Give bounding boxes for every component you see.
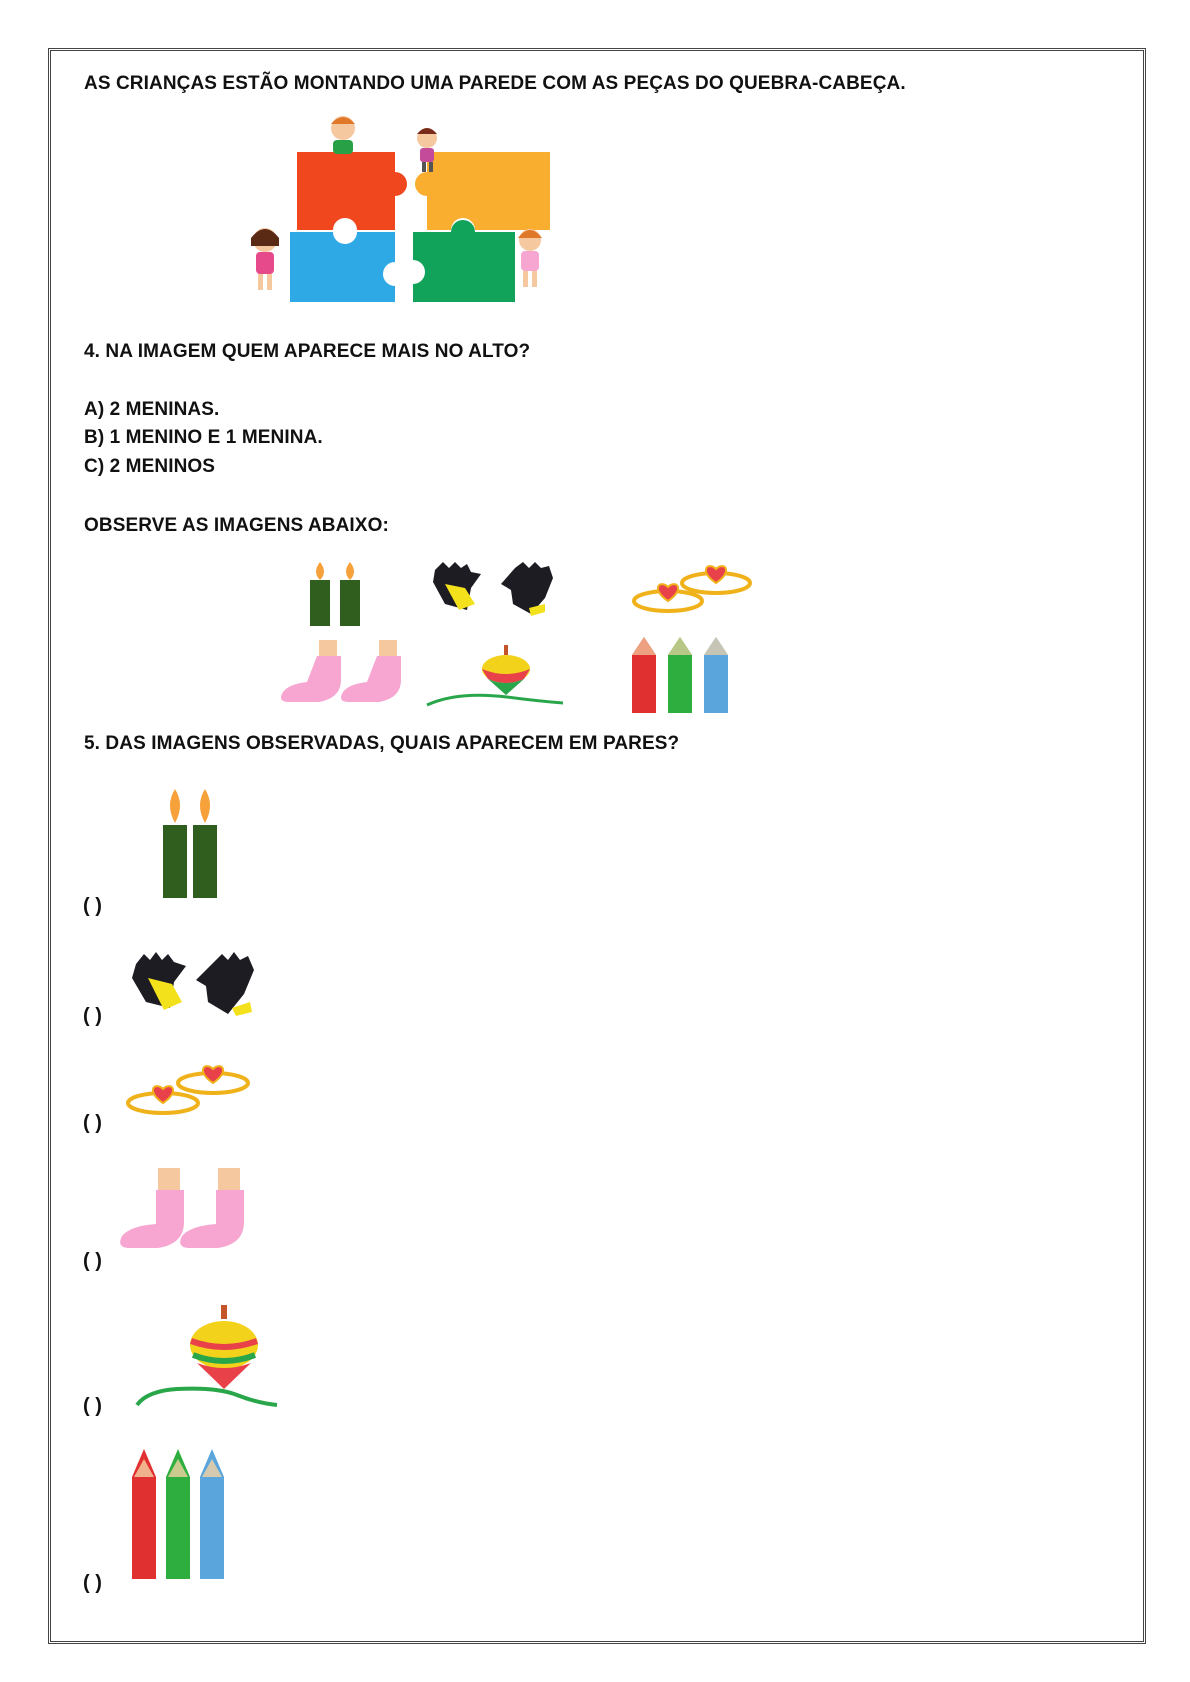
question-4-option-c: C) 2 MENINOS xyxy=(84,456,216,477)
spinning-top-icon xyxy=(425,645,565,713)
rings-icon xyxy=(632,565,752,617)
socks-icon xyxy=(275,640,410,708)
choice-6-checkbox[interactable]: ( ) xyxy=(83,1572,102,1594)
spinning-top-icon xyxy=(135,1305,280,1415)
socks-icon xyxy=(120,1168,260,1258)
choice-1-checkbox[interactable]: ( ) xyxy=(83,895,102,917)
observe-label: OBSERVE AS IMAGENS ABAIXO: xyxy=(84,515,389,536)
kid-figure-2 xyxy=(518,229,542,287)
choice-5-checkbox[interactable]: ( ) xyxy=(83,1395,102,1417)
question-5-prompt: 5. DAS IMAGENS OBSERVADAS, QUAIS APARECEM EM PARES? xyxy=(84,733,680,754)
girl-figure-2 xyxy=(251,228,279,290)
puzzle-illustration xyxy=(235,112,565,307)
question-4-option-a: A) 2 MENINAS. xyxy=(84,399,220,420)
pencils-icon xyxy=(630,635,735,715)
intro-text: AS CRIANÇAS ESTÃO MONTANDO UMA PAREDE COM AS PEÇAS DO QUEBRA-CABEÇA. xyxy=(84,73,906,94)
candles-icon xyxy=(145,785,245,900)
gloves-icon xyxy=(130,950,280,1020)
choice-2-checkbox[interactable]: ( ) xyxy=(83,1005,102,1027)
boy-figure-1 xyxy=(331,116,355,154)
rings-icon xyxy=(125,1065,250,1120)
gloves-icon xyxy=(425,560,580,620)
candles-icon xyxy=(300,558,370,628)
choice-4-checkbox[interactable]: ( ) xyxy=(83,1250,102,1272)
question-4-prompt: 4. NA IMAGEM QUEM APARECE MAIS NO ALTO? xyxy=(84,341,531,362)
question-4-option-b: B) 1 MENINO E 1 MENINA. xyxy=(84,427,323,448)
choice-3-checkbox[interactable]: ( ) xyxy=(83,1112,102,1134)
pencils-icon xyxy=(130,1447,230,1582)
